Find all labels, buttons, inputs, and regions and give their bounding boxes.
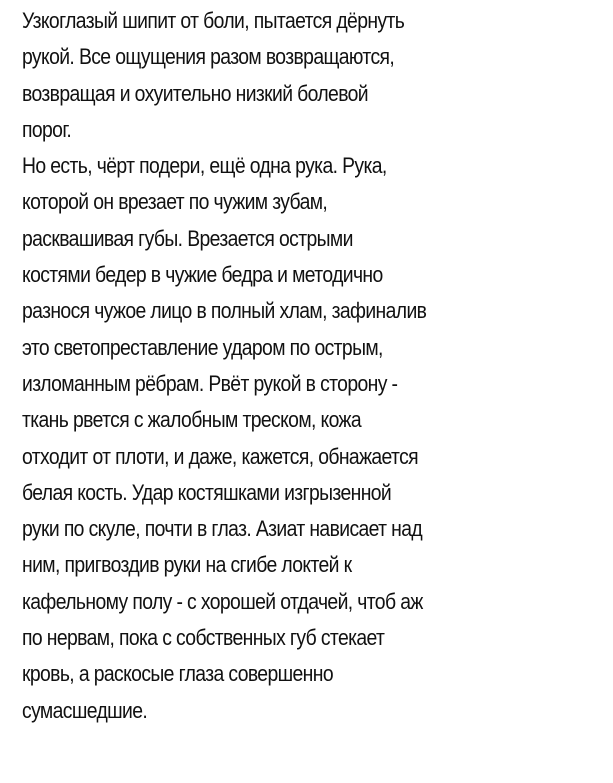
text-line: которой он врезает по чужим зубам, bbox=[22, 189, 328, 215]
text-line: это светопреставление ударом по острым, bbox=[22, 334, 383, 360]
text-line: костями бедер в чужие бедра и методично bbox=[22, 262, 383, 288]
text-line: рукой. Все ощущения разом возвращаются, bbox=[22, 44, 395, 70]
story-text bbox=[22, 3, 537, 729]
text-line: разнося чужое лицо в полный хлам, зафиналив bbox=[22, 298, 427, 324]
text-line: порог. bbox=[22, 116, 72, 142]
text-line: ним, пригвоздив руки на сгибе локтей к bbox=[22, 552, 352, 578]
text-line: расквашивая губы. Врезается острыми bbox=[22, 225, 353, 251]
text-line: ткань рвется с жалобным треском, кожа bbox=[22, 407, 362, 433]
text-line: Узкоглазый шипит от боли, пытается дёрнуть bbox=[22, 8, 405, 33]
text-line: кафельному полу - с хорошей отдачей, чтоб аж bbox=[22, 588, 423, 614]
text-line: Но есть, чёрт подери, ещё одна рука. Рука, bbox=[22, 153, 387, 179]
text-line: отходит от плоти, и даже, кажется, обнажается bbox=[22, 443, 419, 469]
text-line: сумасшедшие. bbox=[22, 697, 148, 723]
text-line: руки по скуле, почти в глаз. Азиат нависает над bbox=[22, 516, 423, 542]
text-line: белая кость. Удар костяшками изгрызенной bbox=[22, 479, 392, 505]
text-line: кровь, а раскосые глаза совершенно bbox=[22, 661, 333, 687]
text-line: возвращая и охуительно низкий болевой bbox=[22, 80, 369, 106]
text-line: по нервам, пока с собственных губ стекает bbox=[22, 625, 385, 651]
text-line: изломанным рёбрам. Рвёт рукой в сторону - bbox=[22, 370, 398, 396]
